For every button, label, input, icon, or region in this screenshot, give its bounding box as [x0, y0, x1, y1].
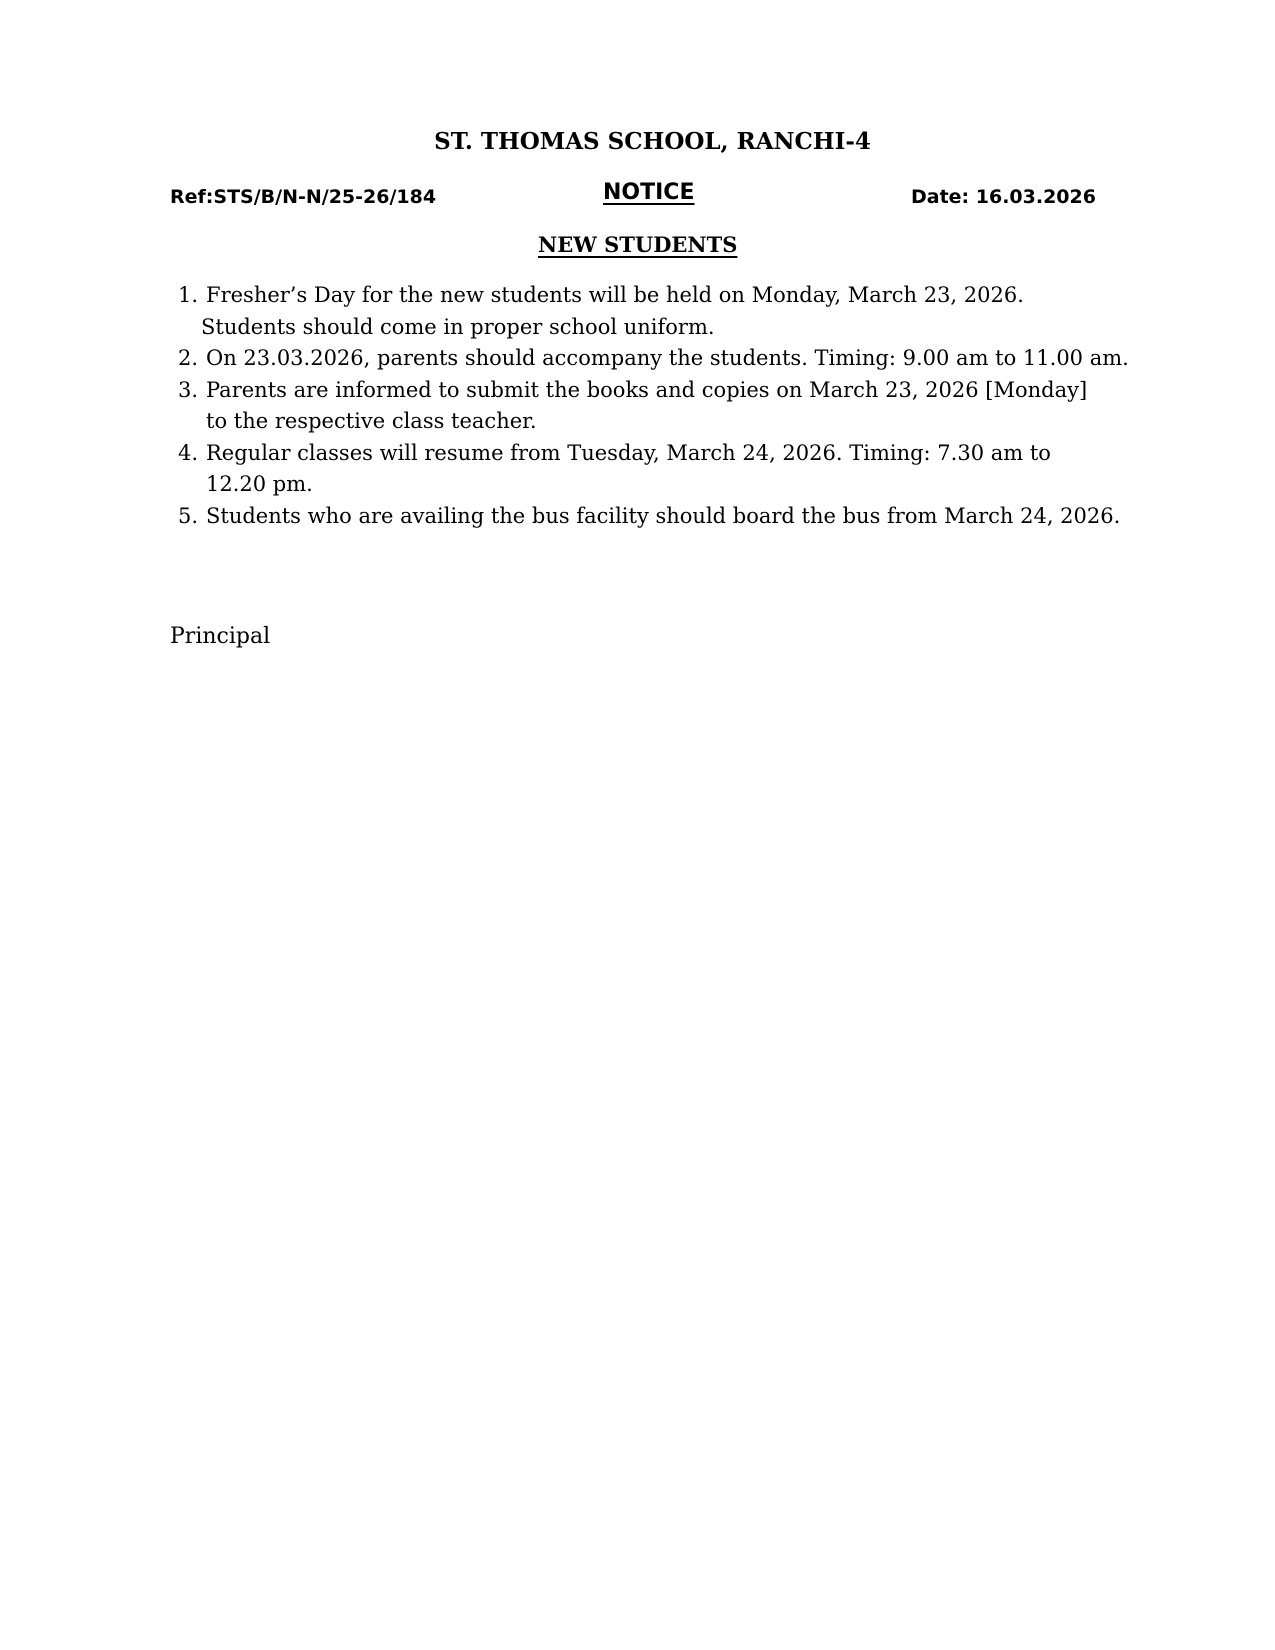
notice-date: Date: 16.03.2026 — [911, 186, 1096, 208]
list-item — [178, 343, 1178, 375]
notice-header-row — [0, 180, 1275, 212]
list-item-line: Regular classes will resume from Tuesday, March 24, 2026. Timing: 7.30 am to — [206, 440, 1051, 465]
list-item-line: 12.20 pm. — [206, 472, 313, 496]
list-item-line: Fresher’s Day for the new students will be held on Monday, March 23, 2026. — [206, 283, 1024, 307]
list-item-line: On 23.03.2026, parents should accompany the students. Timing: 9.00 am to 11.00 am. — [206, 346, 1129, 370]
list-item-line: Parents are informed to submit the books and copies on March 23, 2026 [Monday] — [206, 377, 1088, 402]
list-item — [178, 501, 1178, 533]
signature-principal: Principal — [170, 624, 271, 649]
school-name: ST. THOMAS SCHOOL, RANCHI-4 — [434, 128, 871, 155]
list-item-number: 5. — [178, 503, 199, 528]
list-item-number: 2. — [178, 346, 199, 370]
list-item — [178, 438, 1178, 501]
list-item-number: 1. — [178, 283, 199, 307]
list-item-number: 4. — [178, 440, 199, 465]
notice-items-list — [178, 280, 1178, 532]
notice-subtitle: NEW STUDENTS — [538, 232, 738, 257]
list-item — [178, 375, 1178, 438]
list-item-line: Students should come in proper school uniform. — [201, 314, 715, 339]
reference-number: Ref:STS/B/N-N/25-26/184 — [170, 186, 437, 208]
list-item-number: 3. — [178, 377, 199, 402]
list-item — [178, 280, 1178, 343]
list-item-line: to the respective class teacher. — [206, 409, 537, 433]
list-item-line: Students who are availing the bus facility should board the bus from March 24, 2026. — [206, 503, 1121, 528]
notice-title: NOTICE — [603, 180, 695, 205]
